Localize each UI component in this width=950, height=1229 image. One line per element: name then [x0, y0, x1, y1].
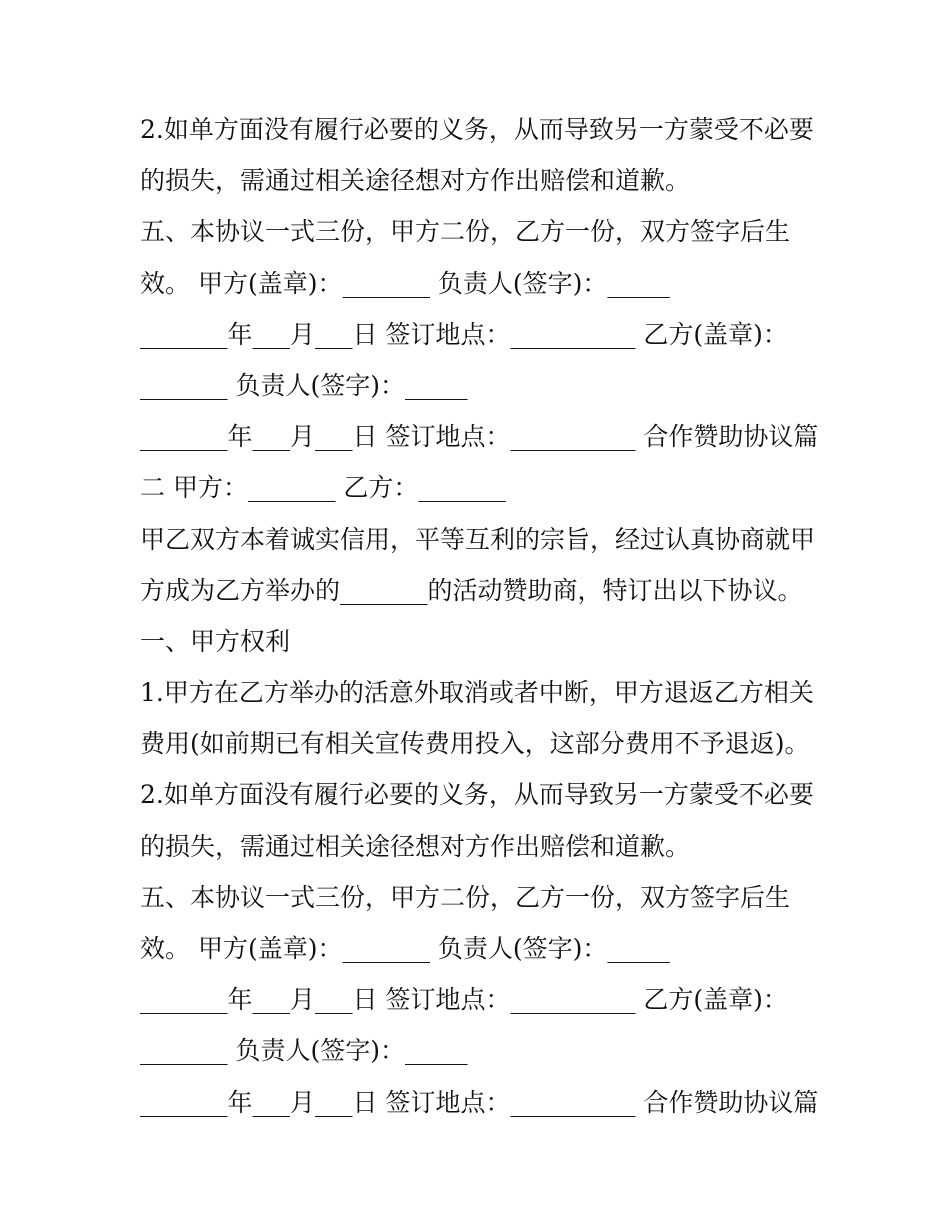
text-line: 五、本协议一式三份，甲方二份，乙方一份，双方签字后生: [140, 217, 791, 247]
text-line: 效。 甲方(盖章)：_______ 负责人(签字)：_____: [140, 934, 670, 963]
text-line: _______年___月___日 签订地点：__________ 合作赞助协议篇: [140, 1087, 819, 1117]
text-line: _______年___月___日 签订地点：__________ 合作赞助协议篇: [140, 422, 819, 452]
document-body: [140, 104, 820, 1128]
text-line: 五、本协议一式三份，甲方二份，乙方一份，双方签字后生: [140, 882, 791, 912]
text-line: _______ 负责人(签字)：_____: [140, 370, 468, 400]
text-line: 方成为乙方举办的_______的活动赞助商，特订出以下协议。: [140, 575, 803, 605]
text-line: 二 甲方：_______ 乙方：_______: [140, 473, 506, 503]
section-heading: 一、甲方权利: [140, 626, 291, 656]
text-line: 费用(如前期已有相关宣传费用投入，这部分费用不予退返)。: [140, 729, 810, 759]
text-line: 效。 甲方(盖章)：_______ 负责人(签字)：_____: [140, 268, 670, 298]
text-line: _______ 负责人(签字)：_____: [140, 1036, 468, 1066]
text-line: 1.甲方在乙方举办的活意外取消或者中断，甲方退返乙方相关: [140, 678, 814, 708]
text-line: _______年___月___日 签订地点：__________ 乙方(盖章)：: [140, 319, 788, 349]
text-line: _______年___月___日 签订地点：__________ 乙方(盖章)：: [140, 985, 788, 1015]
text-line: 的损失，需通过相关途径想对方作出赔偿和道歉。: [140, 166, 691, 196]
text-line: 甲乙双方本着诚实信用，平等互利的宗旨，经过认真协商就甲: [140, 524, 816, 554]
text-line: 的损失，需通过相关途径想对方作出赔偿和道歉。: [140, 831, 691, 861]
text-line: 2.如单方面没有履行必要的义务，从而导致另一方蒙受不必要: [140, 780, 814, 810]
text-line: 2.如单方面没有履行必要的义务，从而导致另一方蒙受不必要: [140, 115, 814, 144]
